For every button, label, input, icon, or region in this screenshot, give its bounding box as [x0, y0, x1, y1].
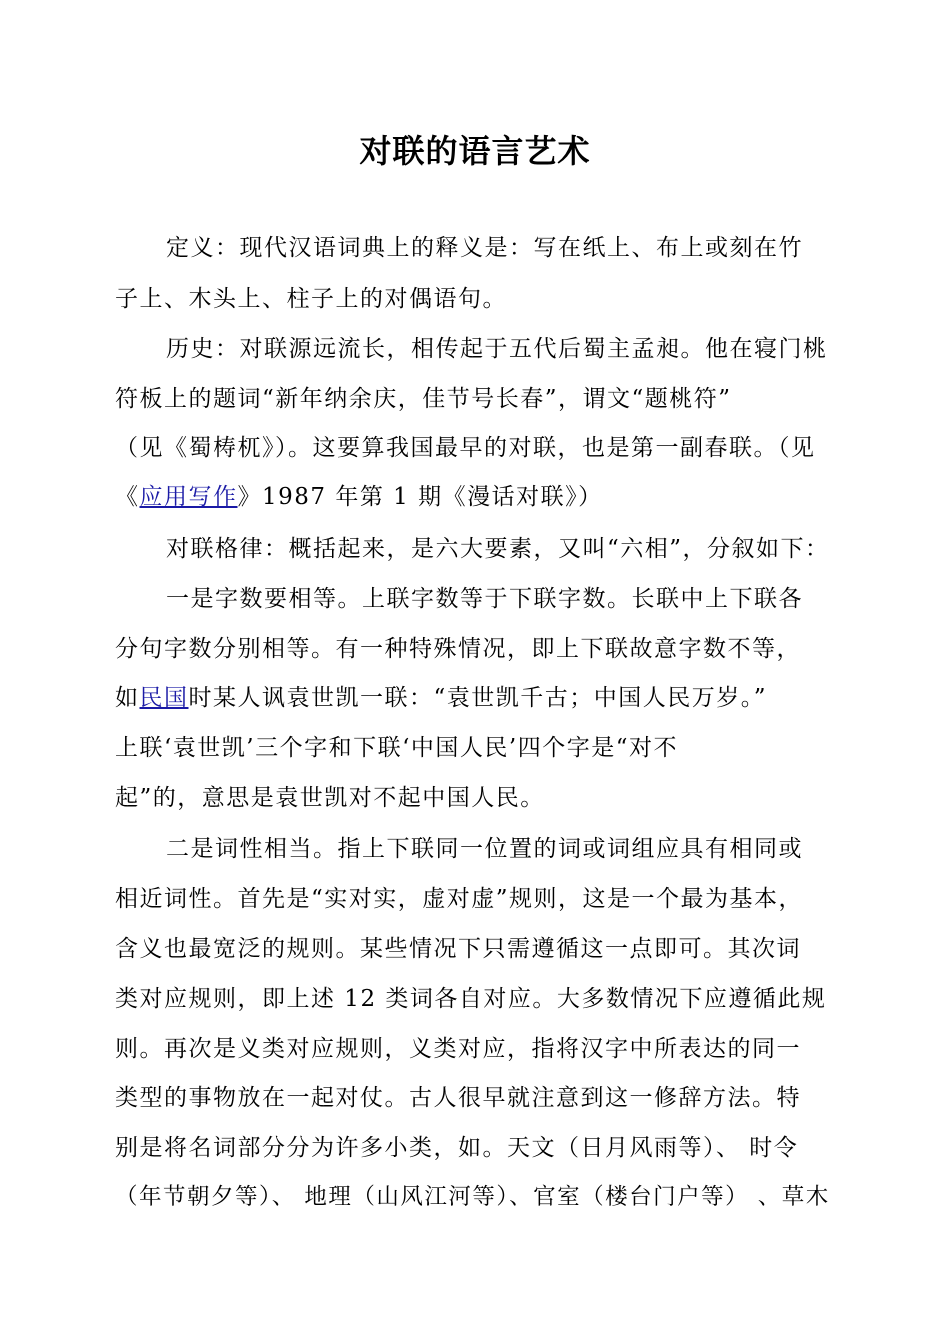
- p4-line-3: [115, 683, 840, 713]
- p2-line-1: 历史：对联源远流长，相传起于五代后蜀主孟昶。他在寝门桃: [166, 336, 828, 362]
- p4-line-4: 上联‘袁世凯’三个字和下联‘中国人民’四个字是“对不: [115, 735, 679, 761]
- p4-line-1: 一是字数要相等。上联字数等于下联字数。长联中上下联各: [166, 586, 803, 612]
- p1-line-2: 子上、木头上、柱子上的对偶语句。: [115, 286, 507, 312]
- p2-line-3: （见《蜀梼杌》）。这要算我国最早的对联，也是第一副春联。（见: [115, 435, 816, 461]
- p5-line-7: 别是将名词部分分为许多小类，如。天文（日月风雨等）、 时令: [115, 1135, 799, 1161]
- p3-line-1: 对联格律：概括起来，是六大要素，又叫“六相”，分叙如下：: [166, 536, 830, 562]
- page-title: 对联的语言艺术: [359, 132, 591, 170]
- p5-line-3: 含义也最宽泛的规则。某些情况下只需遵循这一点即可。其次词: [115, 936, 801, 962]
- p5-line-1: 二是词性相当。指上下联同一位置的词或词组应具有相同或: [166, 836, 803, 862]
- p5-line-5: 则。再次是义类对应规则，义类对应，指将汉字中所表达的同一: [115, 1036, 801, 1062]
- p5-line-2: 相近词性。首先是“实对实，虚对虚”规则，这是一个最为基本，: [115, 886, 804, 912]
- text-fragment: 时某人讽袁世凯一联：“袁世凯千古；中国人民万岁。”: [188, 685, 768, 711]
- p4-line-2: 分句字数分别相等。有一种特殊情况，即上下联故意字数不等，: [115, 636, 801, 662]
- text-fragment: 《: [115, 484, 140, 510]
- text-fragment: 如: [115, 685, 140, 711]
- text-fragment: 》1987 年第 1 期《漫话对联》）: [237, 484, 603, 510]
- p5-line-6: 类型的事物放在一起对仗。古人很早就注意到这一修辞方法。特: [115, 1085, 801, 1111]
- link-minguo[interactable]: 民国: [139, 685, 189, 711]
- p5-line-8: （年节朝夕等）、 地理（山风江河等）、官室（楼台门户等） 、草木: [115, 1184, 830, 1210]
- p2-line-4: [115, 482, 840, 512]
- p5-line-4: 类对应规则，即上述 12 类词各自对应。大多数情况下应遵循此规: [115, 986, 827, 1012]
- p4-line-5: 起”的，意思是袁世凯对不起中国人民。: [115, 785, 545, 811]
- p2-line-2: 符板上的题词“新年纳余庆，佳节号长春”，谓文“题桃符”: [115, 386, 732, 412]
- link-applied-writing[interactable]: 应用写作: [139, 484, 238, 510]
- p1-line-1: 定义：现代汉语词典上的释义是：写在纸上、布上或刻在竹: [166, 235, 803, 261]
